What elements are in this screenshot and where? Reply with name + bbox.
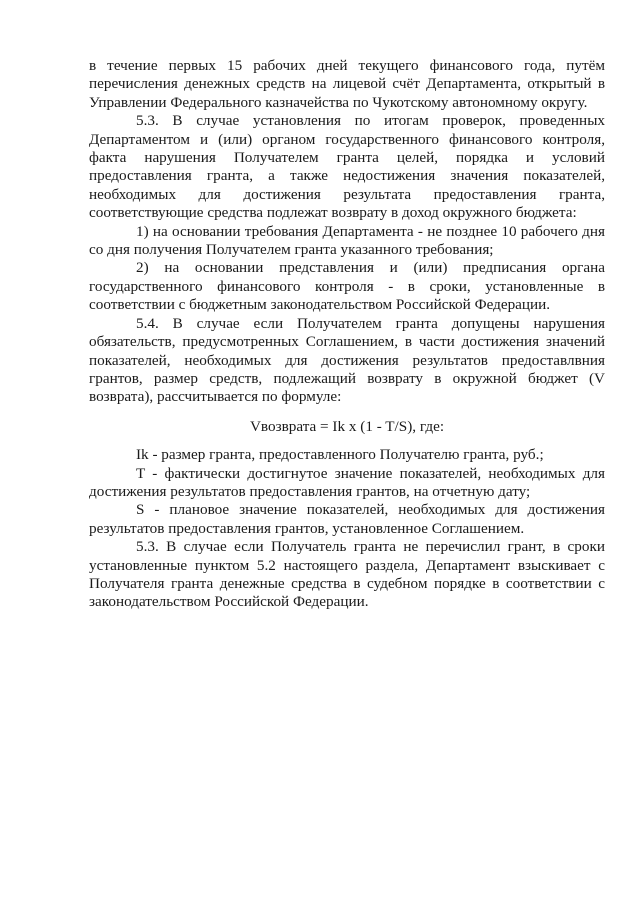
definition-ik: Ik - размер гранта, предоставленного Получателю гранта, руб.;	[136, 446, 544, 464]
list-item-1: 1) на основании требования Департамента - не позднее 10 рабочего дня со дня получения Получателем гранта указанного требования;	[89, 222, 605, 259]
definition-t: T - фактически достигнутое значение показателей, необходимых для достижения результатов предоставления грантов, на отчетную дату;	[89, 464, 605, 500]
document-page	[89, 57, 605, 612]
list-item-2: 2) на основании представления и (или) предписания органа государственного финансового контроля - в сроки, установленные в соответствии с бюджетным законодательством Российской Федерации.	[89, 259, 605, 314]
formula: Vвозврата = Ik x (1 - T/S), где:	[249, 417, 445, 435]
definition-s: S - плановое значение показателей, необходимых для достижения результатов предоставления грантов, установленное Соглашением.	[89, 501, 605, 537]
paragraph-5-4: 5.4. В случае если Получателем гранта допущены нарушения обязательств, предусмотренных Соглашением, в части достижения значений показателей, необходимых для достижения результатов предоставлвния грантов, размер средств, подлежащий возврату в окружной бюджет (V возврата), рассчитывается по формуле:	[89, 314, 605, 406]
paragraph-5-3-checks: 5.3. В случае установления по итогам проверок, проведенных Департаментом и (или) органом государственного финансового контроля, факта нарушения Получателем гранта целей, порядка и условий предоставления гранта, а также недостижения значения показателей, необходимых для достижения результата предоставления гранта, соответствующие средства подлежат возврату в доход окружного бюджета:	[89, 112, 605, 222]
paragraph-continuation: в течение первых 15 рабочих дней текущего финансового года, путём перечисления денежных средств на лицевой счёт Департамента, открытый в Управлении Федерального казначейства по Чукотскому автономному округу.	[89, 57, 605, 111]
paragraph-closing: 5.3. В случае если Получатель гранта не перечислил грант, в сроки установленные пунктом 5.2 настоящего раздела, Департамент взыскивает с Получателя гранта денежные средства в судебном порядке в соответствии с законодательством Российской Федерации.	[89, 538, 605, 611]
